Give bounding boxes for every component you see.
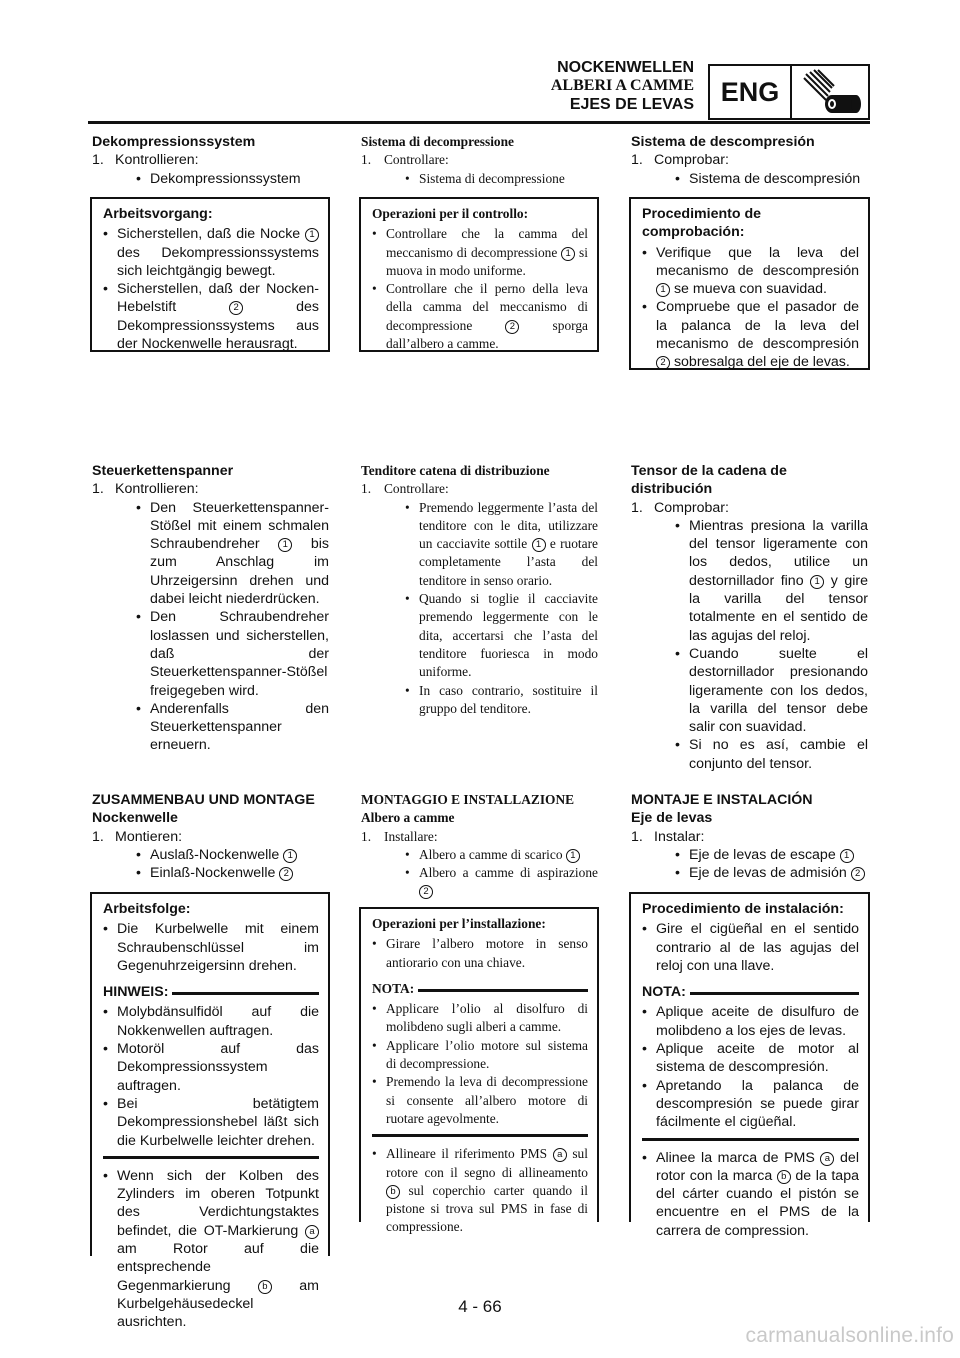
de-s2-heading: Steuerkettenspanner: [92, 463, 234, 479]
it-s1-box-b2b: sporga dall’albero a camme.: [386, 317, 588, 352]
it-s2-b1b: e ruotare completamente l’asta del tenditore in senso orario.: [419, 536, 598, 588]
de-s3-procedure-box: Arbeitsfolge: • Die Kurbelwelle mit einem Schraubenschlüssel im Gegenuhrzeigersinn drehen. HINWEIS: • Molybdänsulfidöl auf die Nokkenwellen auftragen. • Motoröl auf das Dekompressionssystem auftragen. • Bei betätigtem Dekompressionshebel läßt sich die Kurbelwelle leichter drehen. • Wenn sich der Kolben des Zylinders im oberen Totpunkt des Verdichtungstaktes befindet, die OT-Markierung a am Rotor auf die entsprechende Gegenmarkierung b am Kurbelgehäusedeckel ausrichten.: [90, 892, 330, 1256]
de-s3-b2d: am Kurbelgehäusedeckel ausrichten.: [117, 1277, 319, 1331]
it-s3-heading: MONTAGGIO E INSTALLAZIONE: [361, 792, 575, 807]
callout-1: 1: [566, 849, 580, 863]
de-s1-box-b1a: Sicherstellen, daß die Nocke: [117, 226, 301, 243]
it-s1-procedure-box: Operazioni per il controllo: • Controllare che la camma del meccanismo di decompressione 1 si muova in modo uniforme. • Controllare che il perno della leva della camma del meccanismo di decompressione 2 sporga dall’albero a camme.: [359, 197, 599, 352]
es-s3-b2d: de la tapa del cárter cuando el pistón se encuentre en el PMS de la carrera de compression.: [656, 1167, 859, 1239]
es-assembly-section: MONTAJE E INSTALACIÓN Eje de levas 1. Instalar: • Eje de levas de escape 1 • Eje de levas de admisión 2: [631, 791, 868, 882]
engine-camshaft-icon: [792, 64, 870, 120]
it-s2-step: Controllare:: [384, 481, 449, 497]
de-s2-step: Kontrollieren:: [115, 481, 199, 498]
callout-1: 1: [283, 849, 297, 863]
it-s3-n2: Applicare l’olio motore sul sistema di decompressione.: [386, 1037, 588, 1072]
es-s3-step: Instalar:: [654, 828, 705, 845]
it-s1-step-num: 1.: [361, 152, 372, 168]
de-s2-b1b: bis zum Anschlag im Uhrzeigersinn drehen und dabei leicht niederdrücken.: [150, 536, 329, 608]
es-s2-b1a: Mientras presiona la varilla del tensor ligeramente con los dedos, utilice un destornillador fino: [689, 517, 868, 589]
it-chain-tensioner-section: Tenditore catena di distribuzione 1. Controllare: • Premendo leggermente l’asta del tenditore con le dita, utilizzare un cacciavite sottile 1 e ruotare completamente l’asta del tenditore in senso orario. • Quando si toglie il cacciavite premendo leggermente con le dita, accertarsi che l’asta del tenditore fuoriesca in modo uniforme. • In caso contrario, sostituire il gruppo del tenditore.: [361, 462, 598, 718]
es-s1-step: Comprobar:: [654, 152, 729, 169]
title-es: EJES DE LEVAS: [569, 96, 694, 113]
es-s3-subheading: Eje de levas: [631, 810, 713, 827]
de-s1-step-num: 1.: [92, 152, 104, 169]
de-s1-box-title: Arbeitsvorgang:: [103, 206, 213, 222]
callout-1: 1: [810, 575, 824, 589]
de-s1-box-b2b: des Dekompressionssystems aus der Nockenwelle herausragt.: [117, 299, 319, 353]
de-s1-box-b1b: des Dekompressionssystems sich leichtgängig bewegt.: [117, 244, 319, 279]
bullet: •: [136, 170, 141, 187]
callout-2: 2: [505, 320, 519, 334]
it-s1-heading: Sistema di decompressione: [361, 134, 514, 149]
de-decompression-section: [92, 133, 329, 188]
it-s3-step-num: 1.: [361, 828, 372, 844]
de-s3-i1: Auslaß-Nockenwelle: [150, 846, 280, 863]
title-de: NOCKENWELLEN: [557, 59, 694, 76]
de-s3-n1: Molybdänsulfidöl auf die Nokkenwellen auftragen.: [117, 1004, 319, 1039]
callout-a: a: [553, 1148, 567, 1162]
it-s3-b2b: sul rotore con il segno di allineamento: [386, 1146, 588, 1180]
it-s2-b3: In caso contrario, sostituire il gruppo del tenditore.: [419, 682, 598, 716]
callout-2: 2: [229, 301, 243, 315]
it-s1-box-b2a: Controllare che il perno della leva della camma del meccanismo di decompressione: [386, 281, 588, 333]
de-s3-i2: Einlaß-Nockenwelle: [150, 865, 276, 882]
es-s3-box-b1: Gire el cigüeñal en el sentido contrario al de las agujas del reloj con una llave.: [656, 921, 859, 974]
es-s3-heading: MONTAJE E INSTALACIÓN: [631, 792, 813, 808]
callout-2: 2: [851, 867, 865, 881]
es-s1-item: Sistema de descompresión: [689, 170, 861, 187]
es-s1-procedure-box: Procedimiento de comprobación: • Verifique que la leva del mecanismo de descompresión 1 se mueva con suavidad. • Compruebe que el pasador de la palanca de la leva del mecanismo de descompresión 2 sobresalga del eje de levas.: [629, 197, 870, 370]
callout-1: 1: [656, 283, 670, 297]
note-header: [103, 983, 319, 1001]
es-s1-box-b2b: sobresalga del eje de levas.: [673, 354, 850, 371]
note-header: [372, 980, 588, 998]
es-s1-box-b2a: Compruebe que el pasador de la palanca de la leva del mecanismo de descompresión: [656, 299, 859, 353]
header-rule: [88, 121, 870, 124]
it-s1-item: Sistema di decompressione: [419, 170, 565, 186]
es-s2-b1b: y gire la varilla del tensor totalmente en el sentido de las agujas del reloj.: [689, 572, 868, 644]
es-s1-box-b1a: Verifique que la leva del mecanismo de descompresión: [656, 244, 859, 279]
it-s3-n1: Applicare l’olio al disolfuro di molibdeno sugli alberi a camme.: [386, 1001, 588, 1035]
de-assembly-section: ZUSAMMENBAU UND MONTAGE Nockenwelle 1. Montieren: • Auslaß-Nockenwelle 1 • Einlaß-Nockenwelle 2: [92, 791, 329, 882]
note-end-rule: [642, 1138, 859, 1141]
de-s3-subheading: Nockenwelle: [92, 810, 178, 827]
it-s3-step: Installare:: [384, 828, 438, 844]
es-chain-tensioner-section: Tensor de la cadena de distribución 1. Comprobar: • Mientras presiona la varilla del tensor ligeramente con los dedos, utilice un destornillador fino 1 y gire la varilla del tensor totalmente en el sentido de las agujas del reloj. • Cuando suelte el destornillador presionando ligeramente con los dedos, la varilla del tensor debe salir con suavidad. • Si no es así, cambie el conjunto del tensor.: [631, 463, 868, 772]
es-s1-heading: Sistema de descompresión: [631, 134, 815, 150]
es-s3-step-num: 1.: [631, 828, 643, 845]
it-decompression-section: Sistema di decompressione 1. Controllare: • Sistema di decompressione: [361, 133, 598, 188]
it-s3-b2d: sul coperchio carter quando il pistone si trova sul PMS in fase di compressione.: [386, 1182, 588, 1235]
note-header: [642, 983, 859, 1001]
page-number: 4 - 66: [458, 1297, 502, 1316]
es-s1-step-num: 1.: [631, 152, 643, 169]
header-titles: [551, 58, 694, 114]
section-badge: ENG: [708, 64, 792, 120]
note-end-rule: [372, 1134, 588, 1137]
de-s1-box-b2a: Sicherstellen, daß der Nocken-Hebelstift: [117, 281, 319, 316]
es-note-label: NOTA:: [642, 984, 686, 1001]
de-chain-tensioner-section: Steuerkettenspanner 1. Kontrollieren: • Den Steuerkettenspanner-Stößel mit einem schmalen Schraubendreher 1 bis zum Anschlag im Uhrzeigersinn drehen und dabei leicht niederdrücken. • Den Schraubendreher loslassen und sicherstellen, daß der Steuerkettenspanner-Stößel freigegeben wird. • Anderenfalls den Steuerkettenspanner erneuern.: [92, 463, 329, 754]
watermark[interactable]: carmanualsonline.info: [745, 1324, 954, 1347]
es-s2-step: Comprobar:: [654, 499, 729, 516]
es-s2-b3: Si no es así, cambie el conjunto del tensor.: [689, 737, 868, 772]
es-s2-step-num: 1.: [631, 499, 643, 516]
it-s3-n3: Premendo la leva di decompressione si consente all’albero motore di ruotare agevolmente.: [386, 1074, 588, 1126]
de-s3-b2b: am Rotor auf die entsprechende Gegenmarkierung: [117, 1241, 319, 1294]
it-s3-i1: Albero a camme di scarico: [419, 846, 563, 862]
callout-b: b: [777, 1170, 791, 1184]
it-s3-subheading: Albero a camme: [361, 810, 455, 826]
it-assembly-section: MONTAGGIO E INSTALLAZIONE Albero a camme 1. Installare: • Albero a camme di scarico 1 • Albero a camme di aspirazione 2: [361, 792, 598, 898]
de-s3-heading: ZUSAMMENBAU UND MONTAGE: [92, 792, 315, 808]
es-s3-n3: Apretando la palanca de descompresión se puede girar fácilmente el cigüeñal.: [656, 1077, 859, 1131]
callout-1: 1: [561, 247, 575, 261]
it-s2-step-num: 1.: [361, 481, 372, 497]
callout-1: 1: [840, 849, 854, 863]
es-s2-heading: Tensor de la cadena de distribución: [631, 463, 787, 498]
de-note-label: HINWEIS:: [103, 984, 169, 1001]
de-s3-n3: Bei betätigtem Dekompressionshebel läßt sich die Kurbelwelle leichter drehen.: [117, 1095, 319, 1149]
es-s3-i2: Eje de levas de admisión: [689, 865, 847, 882]
it-s3-box-b1: Girare l’albero motore in senso antiorario con una chiave.: [386, 936, 588, 970]
es-s3-b2a: Alinee la marca de PMS: [656, 1149, 815, 1166]
callout-1: 1: [532, 538, 546, 552]
it-s3-b2a: Allineare il riferimento PMS: [386, 1146, 548, 1162]
it-s3-i2: Albero a camme di aspirazione: [419, 865, 598, 881]
es-s1-box-b1b: se mueva con suavidad.: [673, 281, 827, 298]
es-s3-box-title: Procedimiento de instalación:: [642, 901, 844, 917]
it-s1-box-b1a: Controllare che la camma del meccanismo di decompressione: [386, 226, 588, 260]
es-s3-n2: Aplique aceite de motor al sistema de descompresión.: [656, 1041, 859, 1076]
de-s1-item: Dekompressionssystem: [150, 170, 301, 187]
callout-1: 1: [305, 228, 319, 242]
es-s3-n1: Aplique aceite de disulfuro de molibdeno a los ejes de levas.: [656, 1004, 859, 1039]
it-s3-box-title: Operazioni per l’installazione:: [372, 916, 546, 931]
de-s3-step: Montieren:: [115, 828, 183, 845]
it-s2-b1a: Premendo leggermente l’asta del tenditore con le dita, utilizzare un cacciavite sottile: [419, 499, 598, 552]
callout-2: 2: [656, 356, 670, 370]
callout-a: a: [820, 1152, 834, 1166]
title-it: ALBERI A CAMME: [550, 77, 694, 94]
callout-b: b: [386, 1185, 400, 1199]
it-s3-procedure-box: Operazioni per l’installazione: • Girare l’albero motore in senso antiorario con una chiave. NOTA: • Applicare l’olio al disolfuro di molibdeno sugli alberi a camme. • Applicare l’olio motore sul sistema di decompressione. • Premendo la leva di decompressione si consente all’albero motore di ruotare agevolmente. • Allineare il riferimento PMS a sul rotore con il segno di allineamento b sul coperchio carter quando il pistone si trova sul PMS in fase di compressione.: [359, 907, 599, 1222]
de-s1-step: Kontrollieren:: [115, 152, 199, 169]
callout-a: a: [305, 1225, 319, 1239]
es-s1-box-title: Procedimiento de comprobación:: [642, 206, 762, 241]
es-s3-b2b: del rotor con la marca: [656, 1149, 859, 1184]
es-s3-procedure-box: Procedimiento de instalación: • Gire el cigüeñal en el sentido contrario al de las agujas del reloj con una llave. NOTA: • Aplique aceite de disulfuro de molibdeno a los ejes de levas. • Aplique aceite de motor al sistema de descompresión. • Apretando la palanca de descompresión se puede girar fácilmente el cigüeñal. • Alinee la marca de PMS a del rotor con la marca b de la tapa del cárter cuando el pistón se encuentre en el PMS de la carrera de compression.: [629, 892, 870, 1222]
de-s3-box-title: Arbeitsfolge:: [103, 901, 191, 917]
de-s1-heading: Dekompressionssystem: [92, 134, 256, 150]
es-s3-i1: Eje de levas de escape: [689, 846, 836, 863]
de-s2-b3: Anderenfalls den Steuerkettenspanner erneuern.: [150, 700, 329, 754]
callout-2: 2: [279, 867, 293, 881]
callout-b: b: [258, 1280, 272, 1294]
es-decompression-section: Sistema de descompresión 1. Comprobar: • Sistema de descompresión: [631, 133, 868, 188]
note-end-rule: [103, 1156, 319, 1159]
de-s3-step-num: 1.: [92, 828, 104, 845]
de-s2-b2: Den Schraubendreher loslassen und sicherstellen, daß der Steuerkettenspanner-Stößel freigegeben wird.: [150, 609, 329, 699]
de-s3-b2a: Wenn sich der Kolben des Zylinders im oberen Totpunkt des Verdichtungstaktes befindet, die OT-Markierung: [117, 1167, 319, 1239]
callout-1: 1: [278, 538, 292, 552]
de-s3-n2: Motoröl auf das Dekompressionssystem auftragen.: [117, 1041, 319, 1094]
it-s1-box-b1b: si muova in modo uniforme.: [386, 244, 588, 278]
de-s1-procedure-box: Arbeitsvorgang: • Sicherstellen, daß die Nocke 1 des Dekompressionssystems sich leichtgängig bewegt. • Sicherstellen, daß der Nocken-Hebelstift 2 des Dekompressionssystems aus der Nockenwelle herausragt.: [90, 197, 330, 352]
it-s1-box-title: Operazioni per il controllo:: [372, 206, 529, 221]
de-s2-b1a: Den Steuerkettenspanner-Stößel mit einem schmalen Schraubendreher: [150, 499, 329, 553]
it-s1-step: Controllare:: [384, 152, 449, 168]
de-s2-step-num: 1.: [92, 481, 104, 498]
es-s2-b2: Cuando suelte el destornillador presionando ligeramente con los dedos, la varilla del tensor debe salir con suavidad.: [689, 645, 868, 736]
it-note-label: NOTA:: [372, 980, 415, 996]
it-s2-heading: Tenditore catena di distribuzione: [361, 463, 550, 478]
it-s2-b2: Quando si toglie il cacciavite premendo leggermente con le dita, accertarsi che l’asta del tenditore fuoriesca in modo uniforme.: [419, 591, 598, 680]
de-s3-box-b1: Die Kurbelwelle mit einem Schraubenschlüssel im Gegenuhrzeigersinn drehen.: [117, 921, 319, 974]
callout-2: 2: [419, 885, 433, 899]
